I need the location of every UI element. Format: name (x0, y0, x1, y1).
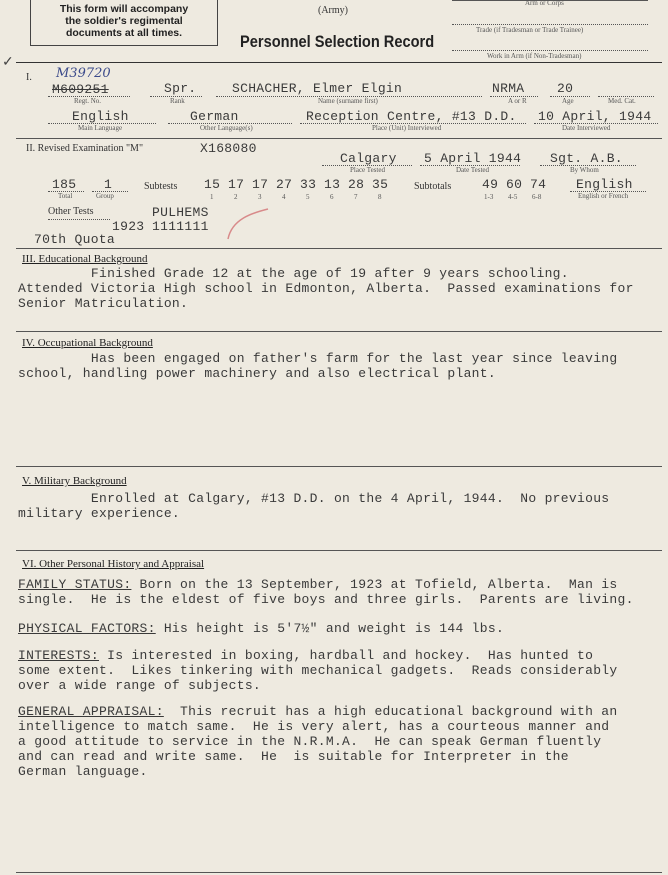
age-value: 20 (557, 81, 574, 96)
age-label: Age (562, 97, 574, 105)
handwritten-number: M39720 (56, 66, 111, 81)
subtest-score: 35 (372, 177, 389, 192)
section-1-numeral: I. (26, 72, 32, 83)
subtest-number: 4 (282, 193, 286, 201)
subtest-number: 2 (234, 193, 238, 201)
exam-number: X168080 (200, 141, 257, 156)
place-interviewed-label: Place (Unit) Interviewed (372, 124, 442, 132)
main-language-value: English (72, 109, 129, 124)
physical-factors-label: PHYSICAL FACTORS: (18, 621, 156, 636)
quota-value: 70th Quota (34, 232, 116, 247)
rank-label: Rank (170, 97, 185, 105)
main-language-label: Main Language (78, 124, 123, 132)
a-or-r-label: A or R (508, 97, 527, 105)
section-6-heading: VI. Other Personal History and Appraisal (22, 558, 205, 570)
arm-label: Arm or Corps (525, 0, 564, 7)
army-label: (Army) (318, 5, 348, 16)
family-status-label: FAMILY STATUS: (18, 577, 132, 592)
by-whom-value: Sgt. A.B. (550, 151, 623, 166)
med-cat-label: Med. Cat. (608, 97, 636, 105)
trade-label: Trade (if Tradesman or Trade Trainee) (476, 26, 584, 34)
notice-line-1: This form will accompany (59, 3, 189, 15)
pulhems-year: 1923 (112, 219, 145, 234)
subtest-score: 15 (204, 177, 221, 192)
english-or-french-value: English (576, 177, 633, 192)
regt-no-value: M609251 (52, 82, 109, 97)
section-3-heading: III. Educational Background (22, 253, 148, 265)
group-value: 1 (104, 177, 113, 192)
work-label: Work in Arm (if Non-Tradesman) (487, 52, 582, 60)
notice-line-3: documents at all times. (65, 27, 183, 39)
other-languages-label: Other Language(s) (200, 124, 253, 132)
subtotal-range: 4-5 (508, 193, 518, 201)
family-status-line-2: single. He is the eldest of five boys and three girls. Parents are living. (18, 592, 634, 607)
red-pencil-mark (222, 205, 272, 245)
subtotal-score: 60 (506, 177, 523, 192)
place-tested-label: Place Tested (350, 166, 385, 174)
subtotal-score: 49 (482, 177, 499, 192)
pulhems-label: PULHEMS (152, 205, 209, 220)
military-line-1: Enrolled at Calgary, #13 D.D. on the 4 April, 1944. No previous (18, 491, 610, 506)
date-interviewed-label: Date Interviewed (562, 124, 611, 132)
subtotal-range: 6-8 (532, 193, 542, 201)
subtotal-score: 74 (530, 177, 547, 192)
total-label: Total (58, 192, 73, 200)
education-line-3: Senior Matriculation. (18, 296, 189, 311)
physical-factors-line: PHYSICAL FACTORS: His height is 5'7½" and weight is 144 lbs. (18, 621, 505, 636)
interests-line-1: INTERESTS: Is interested in boxing, hardball and hockey. Has hunted to (18, 648, 594, 663)
name-value: SCHACHER, Elmer Elgin (232, 81, 403, 96)
subtotal-range: 1-3 (484, 193, 494, 201)
other-tests-label: Other Tests (48, 206, 94, 217)
appraisal-line-4: and can read and write same. He is suitable for Interpreter in the (18, 749, 569, 764)
general-appraisal-label: GENERAL APPRAISAL: (18, 704, 164, 719)
date-tested-label: Date Tested (456, 166, 490, 174)
place-tested-value: Calgary (340, 151, 397, 166)
occupation-line-1: Has been engaged on father's farm for the last year since leaving (18, 351, 618, 366)
by-whom-label: By Whom (570, 166, 599, 174)
section-5-heading: V. Military Background (22, 475, 127, 487)
interests-label: INTERESTS: (18, 648, 100, 663)
date-tested-value: 5 April 1944 (424, 151, 522, 166)
group-label: Group (96, 192, 114, 200)
notice-line-2: the soldier's regimental (65, 15, 183, 27)
subtest-number: 3 (258, 193, 262, 201)
personnel-record-page: This form will accompany the soldier's regimental documents at all times. (Army) Personnel Selection Record Arm or Corps Trade (if Tradesman or Trade Trainee) Work in Arm (if Non-Tradesman) ✓ I. M39720 M609251 Regt. No. Spr. Rank SCHACHER, Elmer Elgin Name (surname first) NRMA A or R 20 Age Med. Cat. English Main Language German Other Language(s) Reception Centre, #13 D.D. Place (Unit) Interviewed 10 April, 1944 Date Interviewed II. Revised Examination "M" X168080 Calgary Place Tested 5 April 1944 Date Tested Sgt. A.B. By Whom 185 Total 1 Group Subtests 15 1 17 2 17 3 27 4 33 5 13 6 28 7 35 8 Subtotals 49 1-3 60 4-5 74 6-8 English English or French Other Tests PULHEMS 1923 1111111 70th Quota III. Educational Background Finished Grade 12 at the age of 19 after 9 years schooling. Attended Victoria High school in Edmonton, Alberta. Passed examinations for Senior Matriculation. IV. Occupational Background Has been engaged on father's farm for the last year since leaving school, handling power machinery and also electrical plant. V. Military Background Enrolled at Calgary, #13 D.D. on the 4 April, 1944. No previous military experience. VI. Other Personal History and Appraisal FAMILY STATUS: Born on the 13 September, 1923 at Tofield, Alberta. Man is single. He is the eldest of five boys and three girls. Parents are living. PHYSICAL FACTORS: His height is 5'7½" and weight is 144 lbs. INTERESTS: Is interested in boxing, hardball and hockey. Has hunted to some extent. Likes tinkering with mechanical gadgets. Reads considerably over a wide range of subjects. GENERAL APPRAISAL: This recruit has a high educational background with an intelligence to match same. He is very alert, has a courteous manner and a good attitude to service in the N.R.M.A. He can speak German fluently and can read and write same. He is suitable for Interpreter in the German language. (0, 0, 668, 875)
military-line-2: military experience. (18, 506, 181, 521)
interests-line-2: some extent. Likes tinkering with mechanical gadgets. Reads considerably (18, 663, 618, 678)
subtest-score: 17 (228, 177, 245, 192)
rank-value: Spr. (164, 81, 197, 96)
subtest-number: 8 (378, 193, 382, 201)
occupation-line-2: school, handling power machinery and also electrical plant. (18, 366, 496, 381)
pulhems-value: 1111111 (152, 219, 209, 234)
form-title: Personnel Selection Record (240, 32, 435, 51)
appraisal-line-3: a good attitude to service in the N.R.M.A. He can speak German fluently (18, 734, 602, 749)
interests-line-3: over a wide range of subjects. (18, 678, 262, 693)
education-line-1: Finished Grade 12 at the age of 19 after 9 years schooling. (18, 266, 569, 281)
family-status-line-1: FAMILY STATUS: Born on the 13 September, 1923 at Tofield, Alberta. Man is (18, 577, 618, 592)
subtest-score: 33 (300, 177, 317, 192)
other-languages-value: German (190, 109, 239, 124)
subtotals-label: Subtotals (414, 181, 452, 192)
subtest-score: 27 (276, 177, 293, 192)
notice-box (30, 0, 218, 46)
subtest-number: 1 (210, 193, 214, 201)
subtest-number: 5 (306, 193, 310, 201)
subtest-score: 13 (324, 177, 341, 192)
name-label: Name (surname first) (318, 97, 378, 105)
place-interviewed-value: Reception Centre, #13 D.D. (306, 109, 517, 124)
appraisal-line-5: German language. (18, 764, 148, 779)
subtest-score: 17 (252, 177, 269, 192)
section-4-heading: IV. Occupational Background (22, 337, 153, 349)
subtest-score: 28 (348, 177, 365, 192)
subtest-number: 6 (330, 193, 334, 201)
a-or-r-value: NRMA (492, 81, 525, 96)
appraisal-line-2: intelligence to match same. He is very alert, has a courteous manner and (18, 719, 610, 734)
education-line-2: Attended Victoria High school in Edmonton, Alberta. Passed examinations for (18, 281, 634, 296)
header-rule (16, 62, 662, 63)
appraisal-line-1: GENERAL APPRAISAL: This recruit has a high educational background with an (18, 704, 618, 719)
total-value: 185 (52, 177, 77, 192)
date-interviewed-value: 10 April, 1944 (538, 109, 652, 124)
subtests-label: Subtests (144, 181, 178, 192)
regt-no-label: Regt. No. (74, 97, 102, 105)
section-2-heading: II. Revised Examination "M" (26, 143, 144, 154)
subtest-number: 7 (354, 193, 358, 201)
english-or-french-label: English or French (578, 192, 629, 200)
